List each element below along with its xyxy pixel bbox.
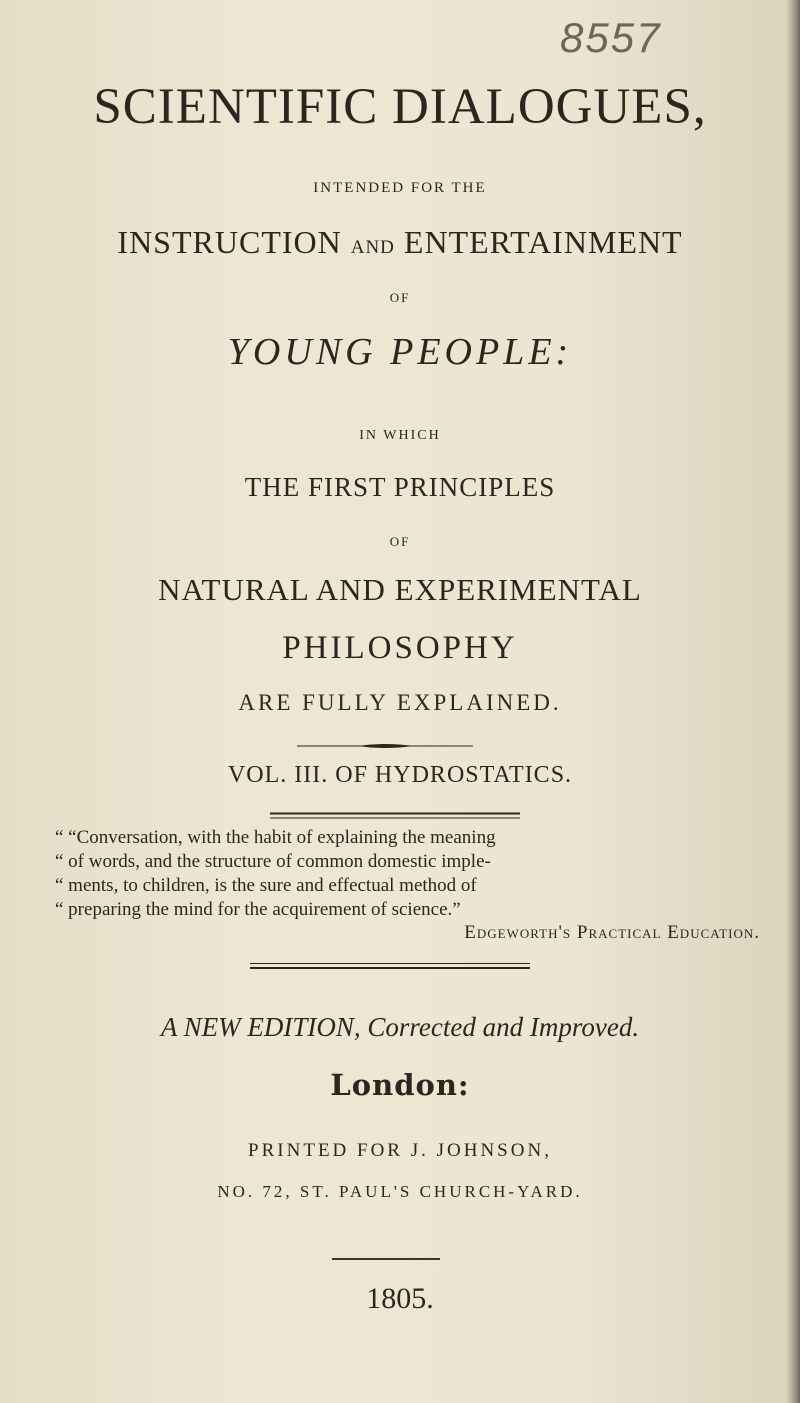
of-line-1: OF	[389, 290, 411, 305]
philosophy-line: PHILOSOPHY	[282, 630, 518, 666]
edition-line: A NEW EDITION, Corrected and Improved.	[160, 1012, 640, 1042]
volume-line: VOL. III. OF HYDROSTATICS.	[227, 762, 573, 788]
instruction-word: INSTRUCTION	[117, 224, 342, 260]
book-title: SCIENTIFIC DIALOGUES,	[93, 79, 707, 135]
epigraph-quote	[55, 826, 755, 922]
page-edge-shadow	[786, 0, 800, 1403]
printer-address: NO. 72, ST. PAUL'S CHURCH-YARD.	[217, 1182, 583, 1201]
quote-line: “ ments, to children, is the sure and effectual method of	[55, 875, 477, 896]
of-line-2: OF	[389, 534, 411, 549]
natural-philosophy-line: NATURAL AND EXPERIMENTAL	[158, 572, 642, 607]
and-word: AND	[350, 237, 395, 258]
ornamental-rule	[297, 742, 473, 750]
short-rule	[332, 1258, 440, 1260]
imprint-city: London:	[330, 1068, 470, 1102]
young-people-line: YOUNG PEOPLE:	[227, 331, 573, 373]
intended-line: INTENDED FOR THE	[313, 180, 487, 196]
first-principles-line: THE FIRST PRINCIPLES	[244, 472, 556, 502]
in-which-line: IN WHICH	[359, 428, 441, 443]
quote-line: “ of words, and the structure of common domestic imple-	[55, 851, 491, 872]
publication-year: 1805.	[366, 1282, 434, 1315]
quote-attribution: Edgeworth's Practical Education.	[464, 922, 760, 943]
library-shelfmark: 8557	[560, 14, 662, 61]
entertainment-word: ENTERTAINMENT	[403, 224, 683, 260]
quote-line: “ “Conversation, with the habit of explaining the meaning	[55, 827, 496, 848]
instruction-line	[0, 224, 800, 261]
printer-line: PRINTED FOR J. JOHNSON,	[248, 1140, 552, 1161]
quote-line: “ preparing the mind for the acquirement of science.”	[55, 899, 461, 920]
double-rule-top	[270, 812, 520, 820]
double-rule-bottom	[250, 962, 530, 970]
explained-line: ARE FULLY EXPLAINED.	[238, 690, 562, 715]
